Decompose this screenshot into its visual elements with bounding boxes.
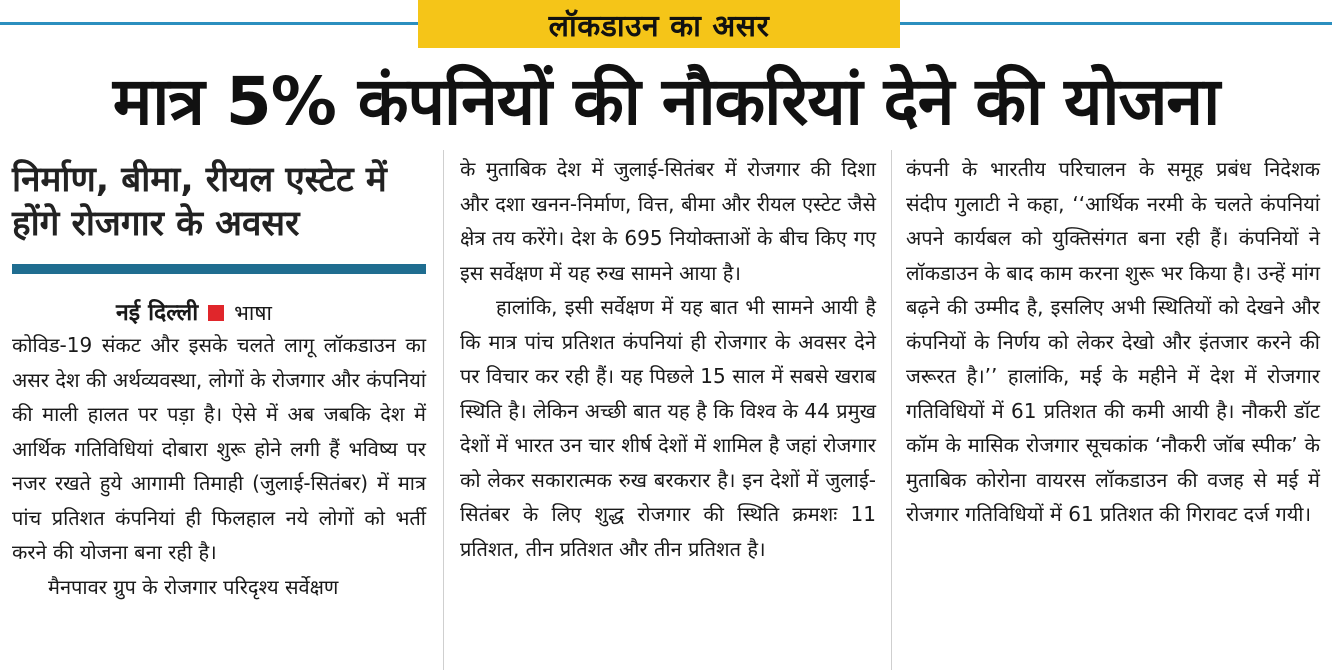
subhead-line-2: होंगे रोजगार के अवसर <box>12 204 300 244</box>
kicker-label: लॉकडाउन का असर <box>418 0 900 48</box>
headline: मात्र 5% कंपनियों की नौकरियां देने की योजना <box>112 63 1220 140</box>
article-column-2 <box>460 152 876 566</box>
article-column-1 <box>12 158 426 604</box>
article-paragraph: कोविड-19 संकट और इसके चलते लागू लॉकडाउन का असर देश की अर्थव्यवस्था, लोगों के रोजगार और कंपनियां की माली हालत पर पड़ा है। ऐसे में अब जबकि देश में आर्थिक गतिविधियां दोबारा शुरू होने लगी हैं भविष्य पर नजर रखते हुये आगामी तिमाही (जुलाई-सितंबर) में मात्र पांच प्रतिशत कंपनियां ही फिलहाल नये लोगों को भर्ती करने की योजना बना रही है। <box>12 333 426 564</box>
dateline-agency: भाषा <box>234 301 272 325</box>
article-paragraph: कंपनी के भारतीय परिचालन के समूह प्रबंध निदेशक संदीप गुलाटी ने कहा, ‘‘आर्थिक नरमी के चलते कंपनियां अपने कार्यबल को युक्तिसंगत बना रही हैं। कंपनियों ने लॉकडाउन के बाद काम करना शुरू भर किया है। उन्हें मांग बढ़ने की उम्मीद है, इसलिए अभी स्थितियों को देखने और कंपनियों के निर्णय को लेकर देखो और इंतजार करने की जरूरत है।’’ हालांकि, मई के महीने में देश में रोजगार गतिविधियों में 61 प्रतिशत की कमी आयी है। नौकरी डॉट कॉम के मासिक रोजगार सूचकांक ‘नौकरी जॉब स्पीक’ के मुताबिक कोरोना वायरस लॉकडाउन की वजह से मई में रोजगार गतिविधियों में 61 प्रतिशत की गिरावट दर्ज गयी। <box>906 157 1320 526</box>
column-divider <box>891 150 892 670</box>
dateline-city: नई दिल्ली <box>116 300 199 326</box>
article-paragraph: मैनपावर ग्रुप के रोजगार परिदृश्य सर्वेक्षण <box>48 574 339 599</box>
column-divider <box>443 150 444 670</box>
article-paragraph: हालांकि, इसी सर्वेक्षण में यह बात भी सामने आयी है कि मात्र पांच प्रतिशत कंपनियां ही रोजगार के अवसर देने पर विचार कर रही हैं। यह पिछले 15 साल में सबसे खराब स्थिति है। लेकिन अच्छी बात यह है कि विश्व के 44 प्रमुख देशों में भारत उन चार शीर्ष देशों में शामिल है जहां रोजगार को लेकर सकारात्मक रुख बरकरार है। इन देशों में जुलाई- सितंबर के लिए शुद्ध रोजगार की स्थिति क्रमशः 11 प्रतिशत, तीन प्रतिशत और तीन प्रतिशत है। <box>460 295 876 561</box>
dateline-square-icon <box>208 305 224 321</box>
article-column-3 <box>906 152 1320 532</box>
subhead-line-1: निर्माण, बीमा, रीयल एस्टेट में <box>12 160 387 200</box>
subhead-bar <box>12 264 426 274</box>
dateline <box>12 298 426 328</box>
article-paragraph: के मुताबिक देश में जुलाई-सितंबर में रोजगार की दिशा और दशा खनन-निर्माण, वित्त, बीमा और रीयल एस्टेट जैसे क्षेत्र तय करेंगे। देश के 695 नियोक्ताओं के बीच किए गए इस सर्वेक्षण में यह रुख सामने आया है। <box>460 157 876 285</box>
